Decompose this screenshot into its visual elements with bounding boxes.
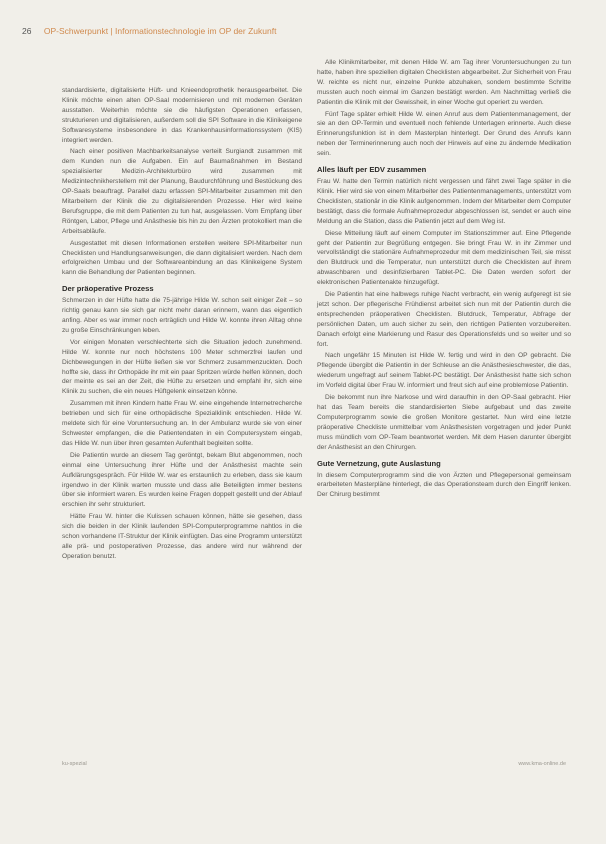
right-column <box>317 58 571 502</box>
footer-right: www.kma-online.de <box>518 761 566 767</box>
paragraph: Nach einer positiven Machbarkeitsanalyse verteilt Surgiandt zusammen mit dem Kunden nun die Aufgaben. Ein auf Baumaßnahmen im Bestand spezialisierter Medizin-Architekturbüro wird zusammen mit Medizintechnikherstellern mit der Planung, Baudurchführung und Bestückung des OP-Saals beauftragt. Parallel dazu erfassen SPI-Mitarbeiter zusammen mit den Mitarbeitern der Klinik die zu digitalisierenden Prozesse. Hier wird keine Berufsgruppe, die mit dem Patienten zu tun hat, ausgelassen. Vom Empfang über Röntgen, Labor, Pflege und Anästhesie bis hin zu den Ärzten protokolliert man die Arbeitsabläufe. <box>62 148 302 235</box>
paragraph: standardisierte, digitalisierte Hüft- und Knieendoprothetik herausgearbeitet. Die Klinik möchte einen alten OP-Saal modernisieren und mit modernen Geräten ausstatten. Weiterhin möchte sie die häufigsten Operationen erfassen, strukturieren und digitalisieren, außerdem soll die SPI Software in die Klinikeigene Softwaresysteme insbesondere in das Krankenhausinformationssystem (KIS) integriert werden. <box>62 87 302 144</box>
paragraph: Alle Klinikmitarbeiter, mit denen Hilde W. am Tag ihrer Voruntersuchungen zu tun hatte, haben ihre speziellen digitalen Checklisten abgearbeitet. Zur Sicherheit von Frau W. reichte es nicht nur, einzelne Punkte abzuhaken, sondern bestimmte Schritte mussten auch noch einmal im Ganzen bestätigt werden. Am Nachmittag verließ die Patientin die Klinik mit der Gewissheit, in einer Woche gut operiert zu werden. <box>317 59 572 106</box>
paragraph: Hätte Frau W. hinter die Kulissen schauen können, hätte sie gesehen, dass sich die beiden in der Klinik laufenden SPI-Computerprogramme nahtlos in die schon vorhandene IT-Struktur der Klinik einfügten. Das eine Programm unterstützt alle prä- und postoperativen Prozesse, das andere wird nur während der Operation benutzt. <box>62 513 302 560</box>
paragraph: Diese Mitteilung läuft auf einem Computer im Stationszimmer auf. Eine Pflegende geht der Patientin zur Begrüßung entgegen. Sie bringt Frau W. in ihr Zimmer und vervollständigt die stationäre Aufnahmeprozedur mit dem medizinischen Teil, sie misst den Blutdruck und die Temperatur, nun unterstützt durch die Checklisten auf ihrem abwaschbaren und desinfizierbaren Tablet-PC. Die Daten werden sofort der elektronischen Patientenakte hinzugefügt. <box>317 229 571 287</box>
footer-left: ku-spezial <box>62 761 87 767</box>
running-title: OP-Schwerpunkt | Informationstechnologie im OP der Zukunft <box>43 26 277 36</box>
paragraph: Die Patientin hat eine halbwegs ruhige Nacht verbracht, ein wenig aufgeregt ist sie jetzt schon. Der pflegerische Frühdienst arbeitet sich nun mit der Patientin durch die entsprechenden präoperativen Checklisten. Blutdruck, Temperatur, Abfrage der persönlichen Daten, um auch sicher zu sein, den richtigen Patienten vorzubereiten. Danach erfolgt eine Markierung und Rasur des Operationsfelds und so weiter und so fort. <box>317 291 571 348</box>
paragraph: Frau W. hatte den Termin natürlich nicht vergessen und fährt zwei Tage später in die Klinik. Hier wird sie von einem Mitarbeiter des Patientenmanagements, unterstützt vom Checklisten, stationär in die Klinik aufgenommen. Indem der Mitarbeiter dem Computer bestätigt, dass die formale Aufnahmeprozedur abgeschlossen ist, sendet er auch eine Meldung an die Station, dass die Patientin jetzt auf dem Weg ist. <box>317 178 571 225</box>
section-heading: Gute Vernetzung, gute Auslastung <box>317 458 441 468</box>
paragraph: Schmerzen in der Hüfte hatte die 75-jährige Hilde W. schon seit einiger Zeit – so richtig genau kann sie sich gar nicht mehr daran erinnern, wann das eigentlich anfing. Aber es war immer noch erträglich und Hilde W. konnte ihren Alltag ohne zu große Einschränkungen leben. <box>62 297 302 334</box>
paragraph: Die bekommt nun ihre Narkose und wird daraufhin in den OP-Saal gebracht. Hier hat das Team bereits die standardisierten Siebe aufgebaut und das zweite Computerprogramm sowie die großen Monitore gestartet. Nun wird eine letzte präoperative Checkliste unmittelbar vom Anästhesisten vorgetragen und jeder Punkt muss mündlich vom OP-Team beantwortet werden. Mit dem Hasen darunter übergibt der Anästhesist an den Chirurgen. <box>317 394 571 451</box>
section-heading: Alles läuft per EDV zusammen <box>317 165 427 175</box>
section-heading: Der präoperative Prozess <box>62 284 154 294</box>
left-column <box>62 86 302 564</box>
paragraph: Die Patientin wurde an diesem Tag geröntgt, bekam Blut abgenommen, noch einmal eine Untersuchung ihrer Hüfte und der Anästhesist machte sein Aufklärungsgespräch. Für Hilde W. war es erstaunlich zu erleben, dass sie kaum irgendwo in der Klinik warten musste und dass alle Beteiligten immer bestens über sie informiert waren. Es wurden keine Fragen doppelt gestellt und der Ablauf erschien ihr sehr strukturiert. <box>62 451 302 509</box>
paragraph: Zusammen mit ihren Kindern hatte Frau W. eine eingehende Internetrecherche betrieben und sich für eine orthopädische Spezialklinik entschieden. Hilde W. meldete sich für eine Voruntersuchung an. In der Ambulanz wurde sie von einer Schwester empfangen, die die Patientendaten in ein Computersystem eingab, das Hilde W. nun über ihren gesamten Aufenthalt begleiten sollte. <box>62 400 302 447</box>
paragraph: In diesem Computerprogramm sind die von Ärzten und Pflegepersonal gemeinsam erarbeiteten Masterpläne hinterlegt, die das Operationsteam durch den Eingriff lenken. Der Chirurg bestimmt <box>317 471 571 499</box>
paragraph: Fünf Tage später erhielt Hilde W. einen Anruf aus dem Patientenmanagement, der sie an den OP-Termin und eventuell noch fehlende Unterlagen erinnerte. Auch diese Erinnerungsfunktion ist in dem Masterplan hinterlegt. Der Grund des Anrufs kann neben der Terminerinnerung auch noch der Hinweis auf eine zu ändernde Medikation sein. <box>317 110 571 158</box>
paragraph: Vor einigen Monaten verschlechterte sich die Situation jedoch zunehmend. Hilde W. konnte nur noch höchstens 100 Meter schmerzfrei laufen und Dichbewegungen in der Hüfte ließen sie vor Schmerz zusammenzuckten. Doch hoffte sie, dass ihr Orthopäde ihr mit ein paar Spritzen würde helfen können, doch der meinte es sei an der Zeit, die Hüfte zu ersetzen und empfahl ihr, sich eine Klinik zu suchen, die ein neues Hüftgelenk einsetzen könne. <box>62 338 302 396</box>
paragraph: Ausgestattet mit diesen Informationen erstellen weitere SPI-Mitarbeiter nun Checklisten und Handlungsanweisungen, die dann digitalisiert werden. Nach dem erfolgreichen Umbau und der Softwareanbindung an das Klinikeigene System kann die Behandlung der Patienten beginnen. <box>62 239 302 277</box>
page-header <box>22 26 576 36</box>
page-number: 26 <box>22 26 32 36</box>
paragraph: Nach ungefähr 15 Minuten ist Hilde W. fertig und wird in den OP gebracht. Die Pflegende übergibt die Patientin in der Schleuse an die Anästhesieschwester, die das, wiederum ungefragt auf seinem Tablet-PC bestätigt. Der Anästhesist hatte sich schon im Vorfeld digital über Frau W. informiert und freut sich auf eine problemlose Patientin. <box>317 352 571 390</box>
